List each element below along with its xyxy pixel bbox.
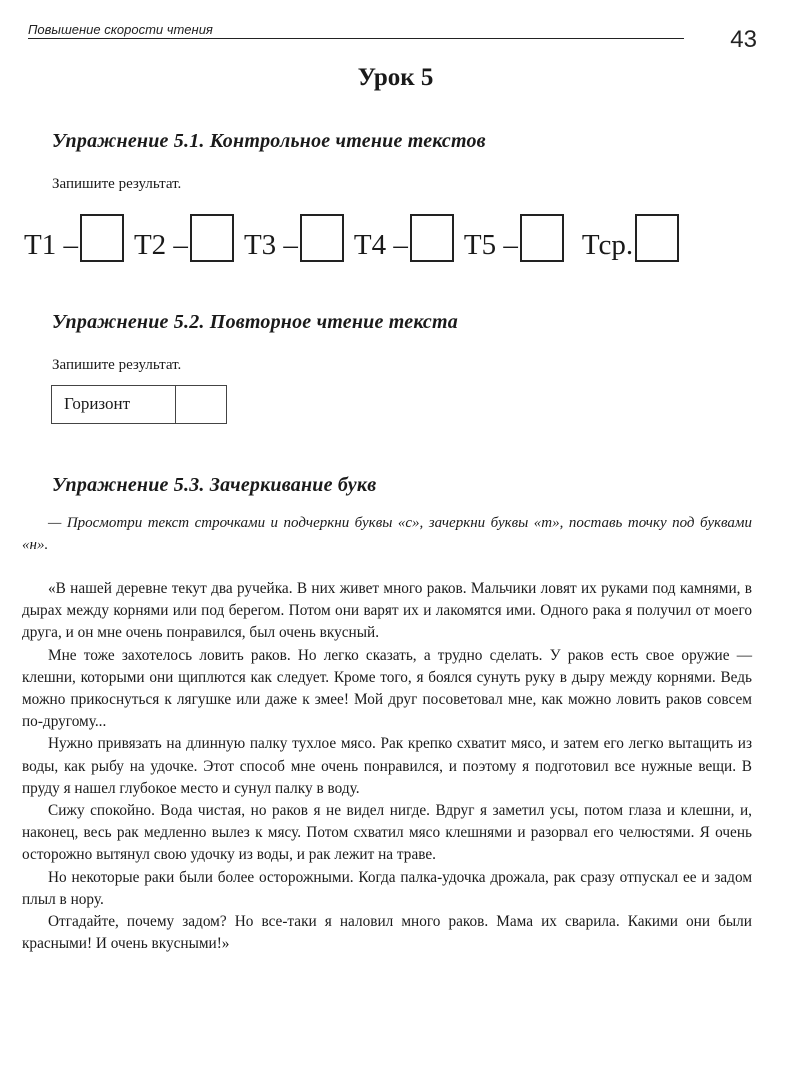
result-t3 — [244, 214, 344, 262]
story-paragraph: Сижу спокойно. Вода чистая, но раков я не видел нигде. Вдруг я заметил усы, потом глаза и клешни, и, наконец, весь рак медленно вылез к мясу. Потом схватил мясо клешнями и разорвал его челюстями. Я очень осторожно вытянул свою удочку из воды, и рак лежит на траве. — [22, 802, 752, 864]
result-box[interactable] — [80, 214, 124, 262]
story-paragraph: Нужно привязать на длинную палку тухлое мясо. Рак крепко схватит мясо, и затем его легко вытащить из воды, как рыбу на удочке. Этот способ мне очень понравился, и поэтому я подготовил все нужные вещи. В пруду я нашел глубокое место и сунул палку в воду. — [22, 735, 752, 797]
result-box[interactable] — [410, 214, 454, 262]
result-box[interactable] — [300, 214, 344, 262]
result-t1 — [24, 214, 124, 262]
exercise-5-3-task: — Просмотри текст строчками и подчеркни буквы «с», зачеркни буквы «т», поставь точку под буквами «н». — [22, 515, 752, 553]
horizon-value-cell[interactable] — [176, 386, 226, 423]
result-t2 — [134, 214, 234, 262]
result-tavg — [582, 214, 679, 262]
story-paragraph: «В нашей деревне текут два ручейка. В них живет много раков. Мальчики ловят их руками под камнями, в дырах между корнями или под берегом. Потом они варят их и лакомятся ими. Одного рака я получил от моего друга, и он мне очень понравился, был очень вкусный. — [22, 580, 752, 642]
result-label: Т4 – — [353, 229, 408, 261]
story-paragraph: Мне тоже захотелось ловить раков. Но легко сказать, а трудно сделать. У раков есть свое оружие — клешни, которыми они щиплются как следует. Кроме того, я боялся сунуть руку в дыру между корнями. Ведь можно прикоснуться к лягушке или даже к змее! Мой друг посоветовал мне, как можно ловить раков совсем по-другому... — [22, 646, 752, 731]
story-paragraph: Но некоторые раки были более осторожными. Когда палка-удочка дрожала, рак сразу отпускал ее и задом плыл в нору. — [22, 868, 752, 908]
story-paragraph: Отгадайте, почему задом? Но все-таки я наловил много раков. Мама их сварила. Какими они были красными! И очень вкусными!» — [22, 913, 752, 953]
story-text — [22, 578, 752, 955]
result-label: Т1 – — [24, 229, 78, 261]
result-label: Т2 – — [133, 229, 188, 261]
result-t4 — [354, 214, 454, 262]
exercise-5-1-heading: Упражнение 5.1. Контрольное чтение текстов — [52, 130, 486, 152]
page-number: 43 — [730, 26, 757, 53]
exercise-5-1-instruction: Запишите результат. — [52, 176, 182, 192]
exercise-5-2-heading: Упражнение 5.2. Повторное чтение текста — [52, 311, 458, 333]
horizon-table — [51, 385, 227, 424]
lesson-title: Урок 5 — [357, 64, 434, 91]
result-t5 — [464, 214, 564, 262]
result-label: Т3 – — [243, 229, 298, 261]
results-row — [24, 210, 679, 262]
exercise-5-3-heading: Упражнение 5.3. Зачеркивание букв — [52, 474, 377, 496]
result-box[interactable] — [635, 214, 679, 262]
exercise-5-2-instruction: Запишите результат. — [52, 357, 182, 373]
result-label: Т5 – — [463, 229, 518, 261]
result-box[interactable] — [190, 214, 234, 262]
result-label: Тср. — [581, 229, 634, 261]
horizon-label: Горизонт — [52, 386, 176, 423]
result-box[interactable] — [520, 214, 564, 262]
running-head: Повышение скорости чтения — [28, 22, 684, 39]
